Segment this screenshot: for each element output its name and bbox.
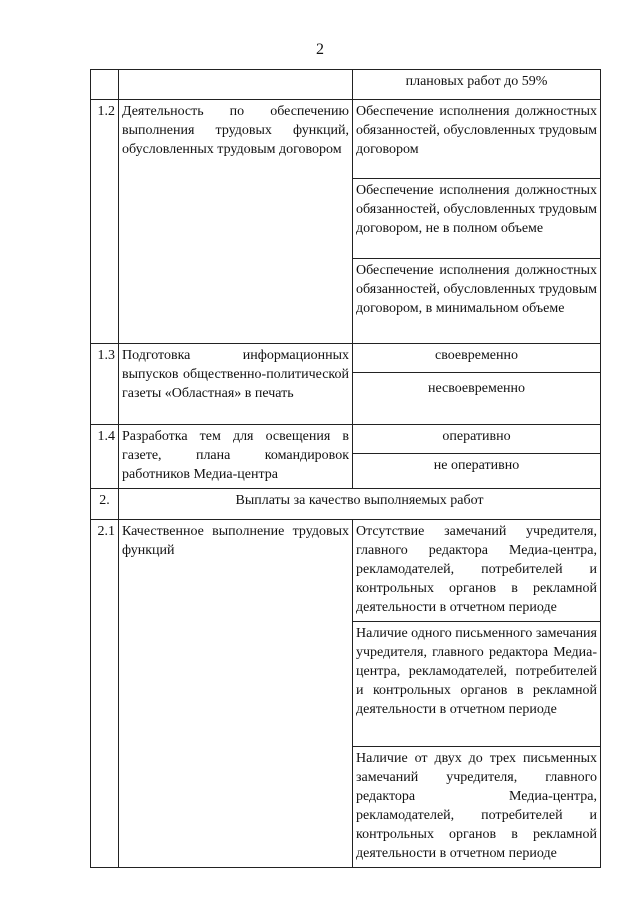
criterion-cell: своевременно <box>353 344 601 373</box>
indicator-cell: Качественное выполнение трудовых функций <box>119 520 353 868</box>
row-number-cell: 2.1 <box>91 520 119 868</box>
criterion-cell: Обеспечение исполнения должностных обязанностей, обусловленных трудовым договором, в минимальном объеме <box>353 259 601 344</box>
row-number-cell <box>91 70 119 100</box>
table-row <box>91 520 601 622</box>
page-number: 2 <box>316 41 324 58</box>
row-number-cell: 1.2 <box>91 100 119 344</box>
criterion-cell: Отсутствие замечаний учредителя, главного редактора Медиа-центра, рекламодателей, потребителей и контрольных органов в рекламной деятельности в отчетном периоде <box>353 520 601 622</box>
criterion-cell: Обеспечение исполнения должностных обязанностей, обусловленных трудовым договором, не в полном объеме <box>353 179 601 259</box>
table-row <box>91 100 601 179</box>
indicator-cell: Подготовка информационных выпусков общественно-политической газеты «Областная» в печать <box>119 344 353 425</box>
table-row <box>91 425 601 454</box>
indicator-cell: Разработка тем для освещения в газете, плана командировок работников Медиа-центра <box>119 425 353 489</box>
section-header-row <box>91 489 601 520</box>
section-number-cell: 2. <box>91 489 119 520</box>
table-row <box>91 70 601 100</box>
criteria-table <box>90 69 601 868</box>
row-number-cell: 1.3 <box>91 344 119 425</box>
criterion-cell: Обеспечение исполнения должностных обязанностей, обусловленных трудовым договором <box>353 100 601 179</box>
criterion-cell: Наличие от двух до трех письменных замечаний учредителя, главного редактора Медиа-центра, рекламодателей, потребителей и контрольных органов в рекламной деятельности в отчетном периоде <box>353 747 601 868</box>
indicator-cell <box>119 70 353 100</box>
criterion-cell: плановых работ до 59% <box>353 70 601 100</box>
criterion-cell: не оперативно <box>353 454 601 489</box>
criterion-cell: несвоевременно <box>353 373 601 425</box>
table-row <box>91 344 601 373</box>
indicator-cell: Деятельность по обеспечению выполнения трудовых функций, обусловленных трудовым договором <box>119 100 353 344</box>
row-number-cell: 1.4 <box>91 425 119 489</box>
criterion-cell: оперативно <box>353 425 601 454</box>
criterion-cell: Наличие одного письменного замечания учредителя, главного редактора Медиа-центра, рекламодателей, потребителей и контрольных органов в рекламной деятельности в отчетном периоде <box>353 622 601 747</box>
section-title-cell: Выплаты за качество выполняемых работ <box>119 489 601 520</box>
